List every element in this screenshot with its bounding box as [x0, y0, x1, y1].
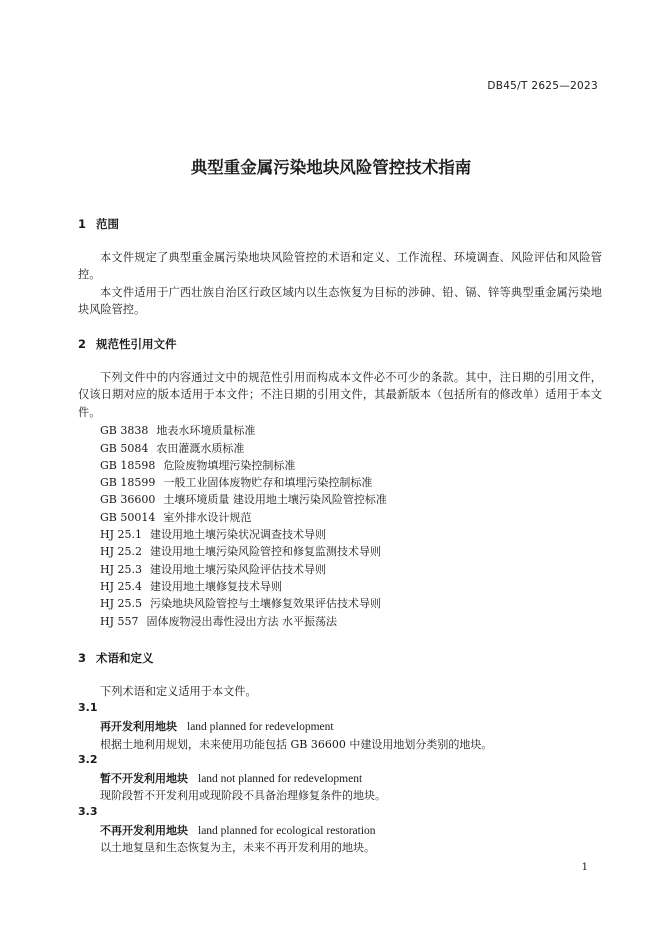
reference-title: 土壤环境质量 建设用地土壤污染风险管控标准 — [163, 493, 387, 506]
section-3-intro: 下列术语和定义适用于本文件。 — [100, 685, 257, 698]
term-number: 3.2 — [78, 753, 98, 766]
reference-code: HJ 25.4 — [100, 580, 142, 593]
term-english: land not planned for redevelopment — [198, 773, 363, 785]
reference-code: HJ 25.5 — [100, 597, 142, 610]
term-definition: 以土地复垦和生态恢复为主，未来不再开发利用的地块。 — [100, 841, 375, 854]
section-2-heading — [78, 336, 177, 352]
reference-item — [100, 561, 326, 577]
section-1-paragraph-1: 本文件规定了典型重金属污染地块风险管控的术语和定义、工作流程、环境调查、风险评估和风险管控。 — [78, 251, 602, 282]
document-code: DB45/T 2625—2023 — [487, 80, 598, 92]
term-chinese: 再开发利用地块 — [100, 720, 177, 733]
term-entry — [100, 718, 334, 734]
section-3-heading — [78, 650, 154, 666]
reference-item — [100, 543, 381, 559]
section-title: 范围 — [96, 217, 119, 231]
term-english: land planned for ecological restoration — [198, 825, 376, 837]
term-chinese: 暂不开发利用地块 — [100, 772, 188, 785]
reference-title: 室外排水设计规范 — [163, 511, 252, 524]
term-definition: 根据土地利用规划，未来使用功能包括 GB 36600 中建设用地划分类别的地块。 — [100, 738, 493, 751]
reference-code: GB 5084 — [100, 442, 149, 455]
reference-item — [100, 509, 251, 525]
reference-title: 污染地块风险管控与土壤修复效果评估技术导则 — [150, 597, 381, 610]
reference-code: GB 3838 — [100, 424, 149, 437]
term-definition: 现阶段暂不开发利用或现阶段不具备治理修复条件的地块。 — [100, 789, 386, 802]
term-number: 3.3 — [78, 805, 98, 818]
reference-title: 危险废物填埋污染控制标准 — [163, 459, 296, 472]
reference-item — [100, 595, 381, 611]
page-title: 典型重金属污染地块风险管控技术指南 — [190, 158, 472, 177]
reference-title: 地表水环境质量标准 — [156, 424, 256, 437]
reference-code: HJ 25.3 — [100, 563, 142, 576]
reference-item — [100, 440, 244, 456]
section-number: 3 — [78, 651, 87, 665]
section-1-heading — [78, 216, 119, 232]
reference-code: HJ 25.1 — [100, 528, 142, 541]
reference-title: 建设用地土壤修复技术导则 — [150, 580, 282, 593]
reference-code: GB 50014 — [100, 511, 156, 524]
term-entry — [100, 770, 362, 786]
reference-title: 一般工业固体废物贮存和填埋污染控制标准 — [163, 476, 373, 489]
reference-title: 建设用地土壤污染风险评估技术导则 — [150, 563, 326, 576]
reference-code: GB 18599 — [100, 476, 156, 489]
page-number: 1 — [581, 862, 588, 873]
section-1-paragraph-2: 本文件适用于广西壮族自治区行政区域内以生态恢复为目标的涉砷、铅、镉、锌等典型重金属污染地块风险管控。 — [78, 286, 602, 317]
reference-item — [100, 422, 255, 438]
section-title: 规范性引用文件 — [96, 337, 177, 351]
reference-title: 固体废物浸出毒性浸出方法 水平振荡法 — [146, 615, 337, 628]
reference-item — [100, 578, 282, 594]
reference-code: HJ 25.2 — [100, 545, 142, 558]
reference-code: GB 18598 — [100, 459, 156, 472]
reference-title: 建设用地土壤污染风险管控和修复监测技术导则 — [150, 545, 381, 558]
reference-code: GB 36600 — [100, 493, 156, 506]
term-chinese: 不再开发利用地块 — [100, 824, 188, 837]
term-entry — [100, 822, 376, 838]
reference-title: 农田灌溉水质标准 — [156, 442, 245, 455]
section-number: 2 — [78, 337, 87, 351]
reference-title: 建设用地土壤污染状况调查技术导则 — [150, 528, 326, 541]
reference-code: HJ 557 — [100, 615, 139, 628]
section-title: 术语和定义 — [96, 651, 154, 665]
reference-item — [100, 491, 387, 507]
term-english: land planned for redevelopment — [187, 721, 334, 733]
reference-item — [100, 457, 295, 473]
term-number: 3.1 — [78, 701, 98, 714]
reference-item — [100, 613, 337, 629]
reference-item — [100, 474, 372, 490]
section-number: 1 — [78, 217, 87, 231]
section-2-intro: 下列文件中的内容通过文中的规范性引用而构成本文件必不可少的条款。其中，注日期的引用文件，仅该日期对应的版本适用于本文件；不注日期的引用文件，其最新版本（包括所有的修改单）适用于本文件。 — [78, 371, 602, 419]
reference-item — [100, 526, 326, 542]
